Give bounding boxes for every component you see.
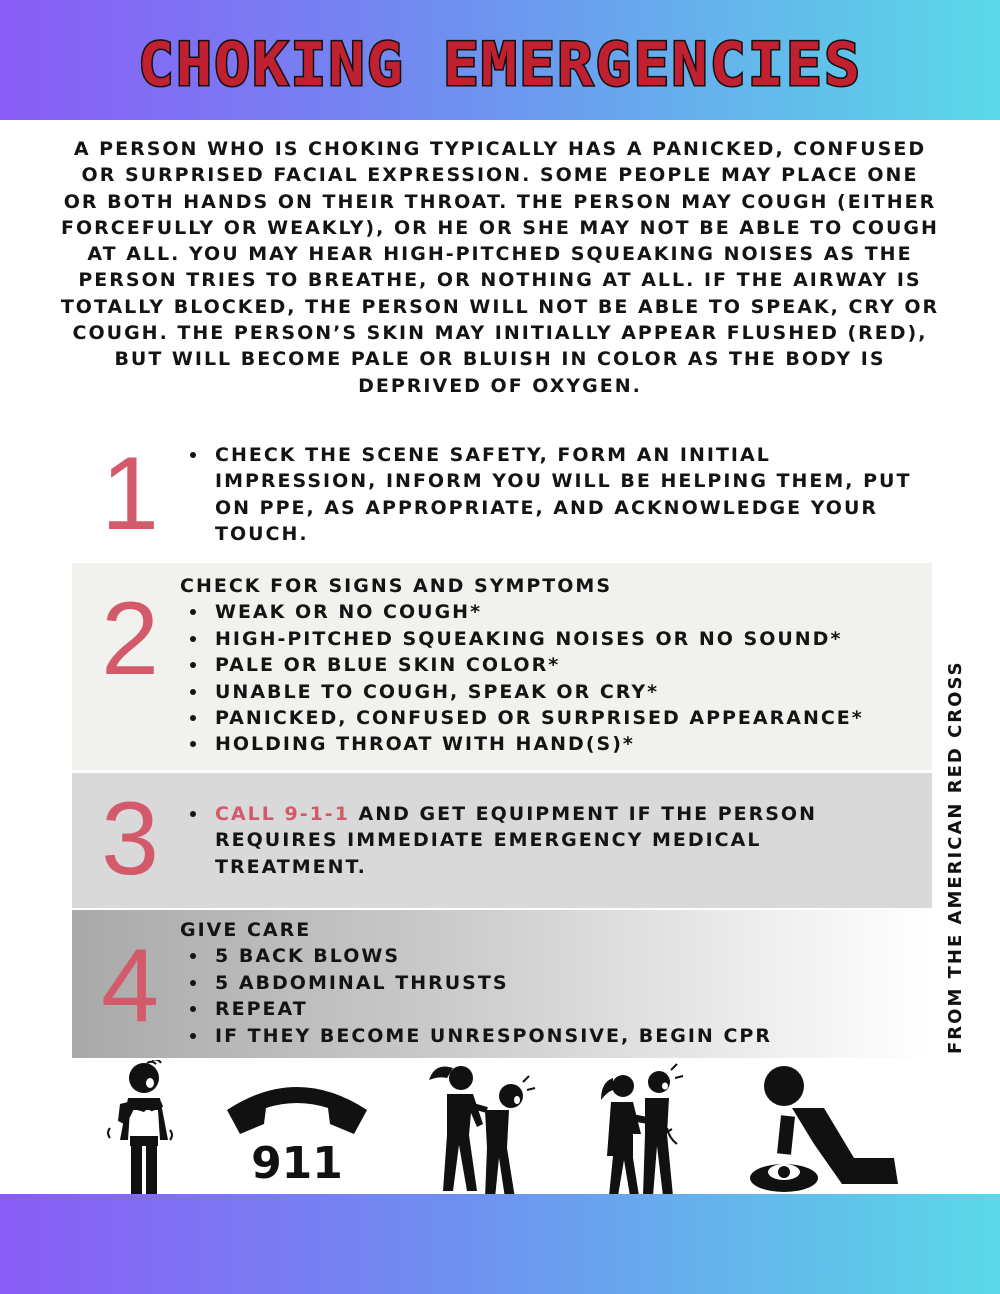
bullet-item [180, 801, 920, 880]
bullet-item: WEAK OR NO COUGH* [180, 599, 920, 625]
bullet-item: REPEAT [180, 996, 920, 1022]
bullet-item: HOLDING THROAT WITH HAND(S)* [180, 731, 920, 757]
page-title: CHOKING EMERGENCIES [137, 30, 863, 100]
call-911-highlight: CALL 9-1-1 [215, 803, 350, 825]
step-number: 2 [101, 581, 159, 697]
bottom-gradient-band [0, 1194, 1000, 1294]
bullet-item: 5 BACK BLOWS [180, 943, 920, 969]
step-text [180, 442, 920, 548]
step-3-panel [72, 773, 932, 908]
back-blows-icon [425, 1060, 545, 1200]
bullet-item: 5 ABDOMINAL THRUSTS [180, 970, 920, 996]
phone-label: 911 [251, 1138, 343, 1189]
step-number: 4 [101, 928, 159, 1044]
bullet-list [180, 442, 920, 548]
bullet-list [180, 599, 920, 757]
bullet-list [180, 943, 920, 1049]
step-heading: CHECK FOR SIGNS AND SYMPTOMS [180, 575, 613, 597]
bullet-item: CHECK THE SCENE SAFETY, FORM AN INITIAL IMPRESSION, INFORM YOU WILL BE HELPING THEM, PUT ON PPE, AS APPROPRIATE, AND ACKNOWLEDGE YOUR TOUCH. [180, 442, 920, 548]
step-1-panel [72, 436, 932, 560]
abdominal-thrusts-icon [595, 1060, 705, 1200]
bullet-rest-text: AND GET EQUIPMENT IF THE PERSON REQUIRES IMMEDIATE EMERGENCY MEDICAL TREATMENT. [215, 803, 817, 878]
bullet-item: IF THEY BECOME UNRESPONSIVE, BEGIN CPR [180, 1023, 920, 1049]
intro-paragraph: A PERSON WHO IS CHOKING TYPICALLY HAS A PANICKED, CONFUSED OR SURPRISED FACIAL EXPRESSION. SOME PEOPLE MAY PLACE ONE OR BOTH HANDS ON THEIR THROAT. THE PERSON MAY COUGH (EITHER FORCEFULLY OR WEAKLY), OR HE OR SHE MAY NOT BE ABLE TO COUGH AT ALL. YOU MAY HEAR HIGH-PITCHED SQUEAKING NOISES AS THE PERSON TRIES TO BREATHE, OR NOTHING AT ALL. IF THE AIRWAY IS TOTALLY BLOCKED, THE PERSON WILL NOT BE ABLE TO SPEAK, CRY OR COUGH. THE PERSON’S SKIN MAY INITIALLY APPEAR FLUSHED (RED), BUT WILL BECOME PALE OR BLUISH IN COLOR AS THE BODY IS DEPRIVED OF OXYGEN. [60, 138, 940, 397]
step-text [180, 917, 920, 1049]
bullet-item: HIGH-PITCHED SQUEAKING NOISES OR NO SOUND* [180, 626, 920, 652]
step-2-panel [72, 563, 932, 770]
choking-person-icon [100, 1060, 190, 1198]
bullet-item: PANICKED, CONFUSED OR SURPRISED APPEARANCE* [180, 705, 920, 731]
step-4-panel [72, 910, 932, 1058]
phone-911-icon [222, 1078, 372, 1190]
step-number: 1 [101, 436, 159, 552]
step-text [180, 573, 920, 758]
bullet-item: PALE OR BLUE SKIN COLOR* [180, 652, 920, 678]
bullet-item: UNABLE TO COUGH, SPEAK OR CRY* [180, 679, 920, 705]
step-heading: GIVE CARE [180, 919, 312, 941]
step-text [180, 801, 920, 880]
source-credit: FROM THE AMERICAN RED CROSS [945, 660, 966, 1054]
cpr-icon [748, 1064, 900, 1194]
step-number: 3 [101, 781, 159, 897]
bullet-list [180, 801, 920, 880]
